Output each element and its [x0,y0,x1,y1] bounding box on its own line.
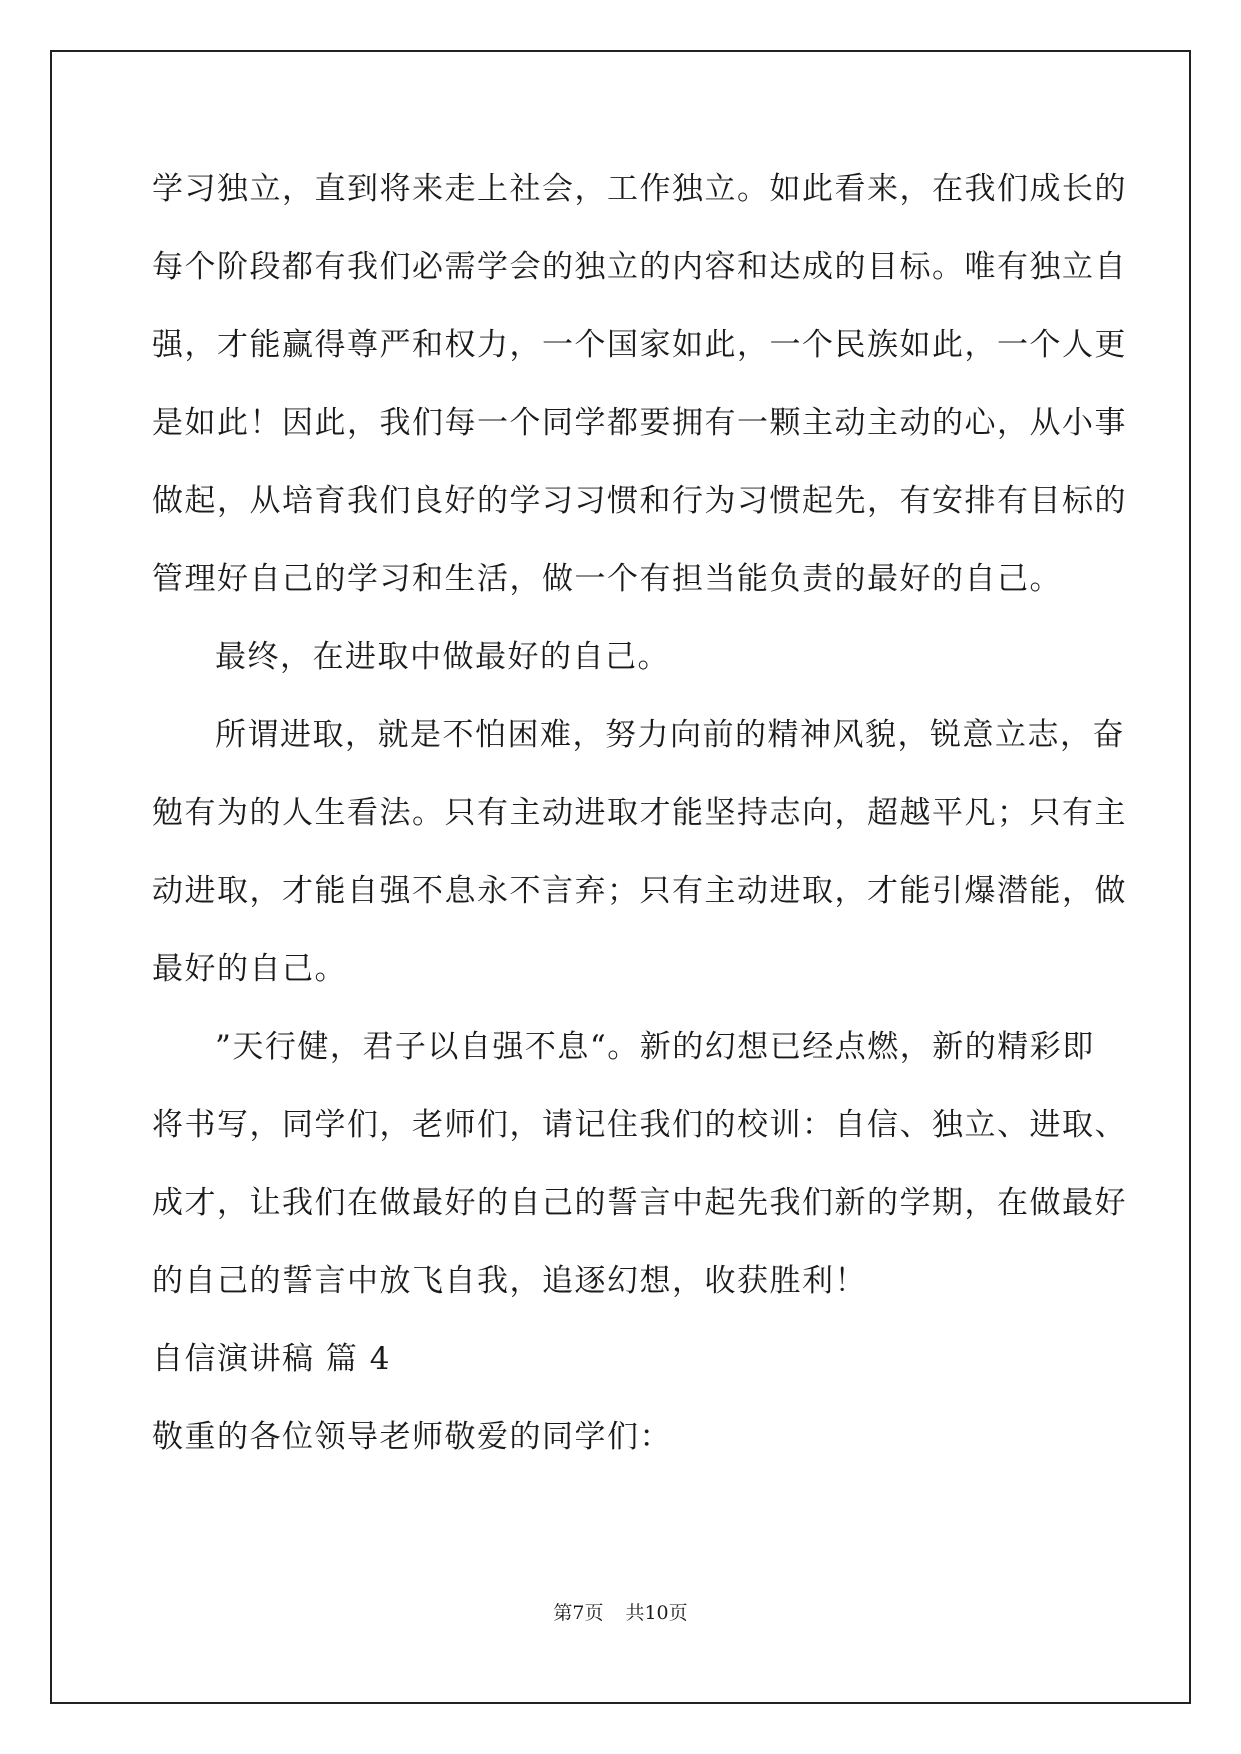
paragraph-line: 做起，从培育我们良好的学习习惯和行为习惯起先，有安排有目标的 [152,483,1127,519]
paragraph-line: 将书写，同学们，老师们，请记住我们的校训：自信、独立、进取、 [152,1107,1127,1143]
paragraph-line: 所谓进取，就是不怕困难，努力向前的精神风貌，锐意立志，奋 [215,717,1125,753]
document-body [152,150,1127,1476]
page-total: 共10页 [625,1602,688,1624]
paragraph-line: 管理好自己的学习和生活，做一个有担当能负责的最好的自己。 [152,561,1062,597]
paragraph-line: 勉有为的人生看法。只有主动进取才能坚持志向，超越平凡；只有主 [152,795,1127,831]
paragraph-line: 强，才能赢得尊严和权力，一个国家如此，一个民族如此，一个人更 [152,327,1127,363]
paragraph-line: 每个阶段都有我们必需学会的独立的内容和达成的目标。唯有独立自 [152,249,1127,285]
paragraph-line: ”天行健，君子以自强不息“。新的幻想已经点燃，新的精彩即 [215,1029,1095,1065]
page-footer [0,1601,1241,1625]
paragraph-line: 成才，让我们在做最好的自己的誓言中起先我们新的学期，在做最好 [152,1185,1127,1221]
page-number: 第7页 [553,1602,604,1624]
paragraph-line: 学习独立，直到将来走上社会，工作独立。如此看来，在我们成长的 [152,171,1127,207]
paragraph-line: 动进取，才能自强不息永不言弃；只有主动进取，才能引爆潜能，做 [152,873,1127,909]
paragraph-line: 最终，在进取中做最好的自己。 [215,639,670,675]
salutation-line: 敬重的各位领导老师敬爱的同学们： [152,1419,672,1455]
paragraph-line: 的自己的誓言中放飞自我，追逐幻想，收获胜利！ [152,1263,867,1299]
section-heading: 自信演讲稿 篇 4 [152,1341,391,1377]
paragraph-line: 是如此！因此，我们每一个同学都要拥有一颗主动主动的心，从小事 [152,405,1127,441]
paragraph-line: 最好的自己。 [152,951,347,987]
